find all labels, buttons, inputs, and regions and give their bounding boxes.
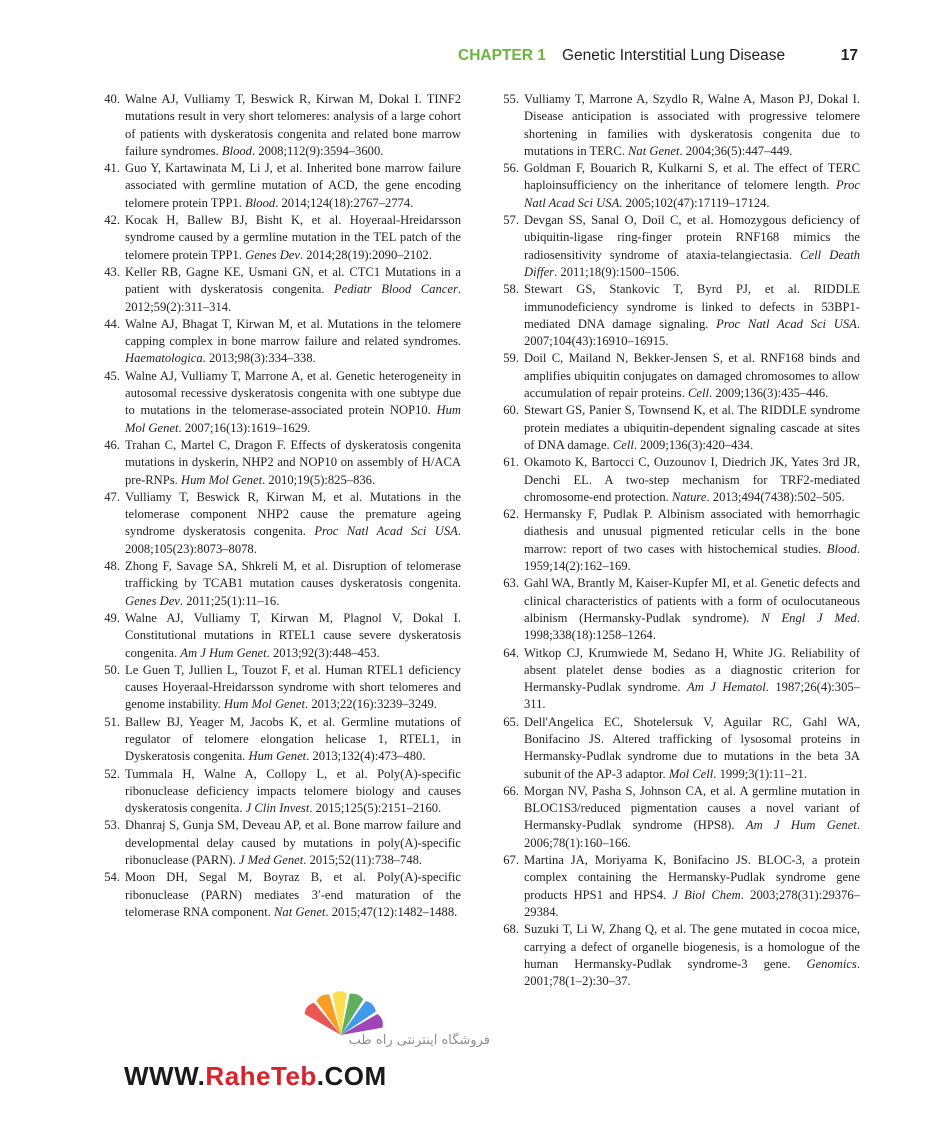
journal-name: J Clin Invest (245, 801, 310, 816)
citation-details: . 2007;16(13):1619–1629. (178, 420, 311, 435)
reference-number: 60. (503, 403, 519, 418)
site-prefix: WWW. (124, 1061, 206, 1091)
citation-details: . 2008;112(9):3594–3600. (251, 143, 384, 158)
reference-entry (96, 662, 461, 714)
reference-number: 49. (104, 610, 120, 625)
journal-name: Proc Natl Acad Sci USA (314, 524, 458, 539)
reference-text: Okamoto K, Bartocci C, Ouzounov I, Diedrich JK, Yates 3rd JR, Denchi EL. A two-step mechanism for TRF2-mediated chromosome-end protection. (524, 455, 860, 504)
reference-number: 53. (104, 818, 120, 833)
reference-entry (96, 264, 461, 316)
reference-number: 55. (503, 92, 519, 106)
journal-name: Am J Hum Genet (745, 818, 857, 833)
reference-text: Vulliamy T, Marrone A, Szydlo R, Walne A, Mason PJ, Dokal I. Disease anticipation is associated with progressive telomere shortening in families with dyskeratosis congenita due to mutations in TERC. (524, 92, 860, 158)
reference-entry (96, 437, 461, 489)
reference-text: Dell'Angelica EC, Shotelersuk V, Aguilar RC, Gahl WA, Bonifacino JS. Altered trafficking of lysosomal proteins in Hermansky-Pudlak syndrome due to mutations in the beta 3A subunit of the AP-3 adaptor. (524, 714, 860, 781)
reference-number: 51. (104, 714, 120, 729)
journal-name: Proc Natl Acad Sci USA (524, 178, 860, 210)
reference-number: 40. (104, 92, 120, 106)
citation-details: . 2015;125(5):2151–2160. (309, 801, 442, 816)
reference-entry (96, 160, 461, 212)
citation-details: . 2008;105(23):8073–8078. (125, 524, 461, 556)
citation-details: . 2011;18(9):1500–1506. (554, 264, 680, 279)
journal-name: Nat Genet (628, 143, 680, 158)
reference-entry (495, 506, 860, 575)
reference-entry (96, 212, 461, 264)
citation-details: . 2009;136(3):420–434. (633, 437, 754, 452)
citation-details: . 2006;78(1):160–166. (524, 818, 860, 850)
citation-details: . 1998;338(18):1258–1264. (524, 610, 860, 643)
journal-name: N Engl J Med (761, 610, 857, 625)
reference-text: Guo Y, Kartawinata M, Li J, et al. Inherited bone marrow failure associated with germline mutation of ACD, the gene encoding telomere protein TPP1. (125, 161, 461, 210)
citation-details: . 2014;28(19):2090–2102. (300, 247, 432, 262)
citation-details: . 2003;278(31):29376–29384. (524, 887, 860, 919)
citation-details: . 2007;104(43):16910–16915. (524, 316, 860, 349)
reference-text: Moon DH, Segal M, Boyraz B, et al. Poly(A)-specific ribonuclease (PARN) mediates 3′-end maturation of the telomerase RNA component. (125, 870, 461, 919)
citation-details: . 2015;52(11):738–748. (303, 853, 423, 868)
reference-entry (495, 714, 860, 783)
reference-text: Devgan SS, Sanal O, Doil C, et al. Homozygous deficiency of ubiquitin-ligase ring-finger protein RNF168 mimics the radiosensitivity syndrome of ataxia-telangiectasia. (524, 213, 860, 262)
reference-number: 59. (503, 351, 519, 366)
reference-text: Dhanraj S, Gunja SM, Deveau AP, et al. Bone marrow failure and developmental delay caused by mutations in poly(A)-specific ribonuclease (PARN). (125, 818, 461, 868)
reference-text: Hermansky F, Pudlak P. Albinism associated with hemorrhagic diathesis and unusual pigmented reticular cells in the bone marrow: report of two cases with histochemical studies. (524, 507, 860, 556)
journal-name: Nature (671, 489, 707, 504)
reference-number: 54. (104, 870, 120, 885)
references-right-column (495, 91, 860, 990)
reference-entry (495, 212, 860, 281)
reference-entry (96, 558, 461, 610)
reference-text: Walne AJ, Vulliamy T, Beswick R, Kirwan M, Dokal I. TINF2 mutations result in very short telomeres: analysis of a large cohort of patients with dyskeratosis congenita and related bone marrow failure syndromes. (125, 92, 461, 158)
reference-entry (495, 921, 860, 990)
reference-number: 44. (104, 316, 120, 331)
journal-name: Cell Death Differ (524, 247, 861, 279)
reference-number: 41. (104, 161, 120, 176)
reference-entry (495, 645, 860, 714)
reference-entry (495, 91, 860, 160)
reference-entry (495, 783, 860, 852)
reference-text: Trahan C, Martel C, Dragon F. Effects of dyskeratosis congenita mutations in dyskerin, NHP2 and NOP10 on assembly of H/ACA pre-RNPs. (125, 437, 461, 487)
journal-name: Cell (688, 386, 710, 401)
reference-text: Stewart GS, Panier S, Townsend K, et al. The RIDDLE syndrome protein mediates a ubiquitin-dependent signaling cascade at sites of DNA damage. (524, 403, 860, 452)
reference-number: 64. (503, 645, 519, 660)
reference-number: 50. (104, 662, 120, 677)
reference-number: 52. (104, 766, 120, 781)
reference-number: 42. (104, 213, 120, 228)
reference-number: 56. (503, 161, 519, 176)
journal-name: Hum Genet (248, 749, 307, 764)
reference-entry (495, 281, 860, 350)
journal-name: Blood (245, 195, 276, 210)
reference-number: 43. (104, 264, 120, 279)
reference-entry (495, 402, 860, 454)
reference-text: Morgan NV, Pasha S, Johnson CA, et al. A germline mutation in BLOC1S3/reduced pigmentation causes a novel variant of Hermansky-Pudlak syndrome (HPS8). (524, 783, 860, 833)
reference-text: Tummala H, Walne A, Collopy L, et al. Poly(A)-specific ribonuclease deficiency impacts telomere biology and causes dyskeratosis congenita. (125, 766, 461, 816)
journal-name: Genes Dev (125, 593, 180, 608)
reference-entry (495, 454, 860, 506)
citation-details: . 2013;92(3):448–453. (266, 645, 380, 660)
citation-details: . 2010;19(5):825–836. (262, 472, 376, 487)
book-fan-logo (296, 985, 386, 1037)
reference-entry (96, 316, 461, 368)
journal-name: Nat Genet (274, 904, 326, 919)
citation-details: . 2013;494(7438):502–505. (706, 489, 845, 504)
reference-entry (96, 766, 461, 818)
reference-text: Stewart GS, Stankovic T, Byrd PJ, et al. RIDDLE immunodeficiency syndrome is linked to defects in 53BP1-mediated DNA damage signaling. (524, 282, 860, 331)
reference-number: 67. (503, 853, 519, 868)
reference-number: 48. (104, 559, 120, 574)
reference-entry (96, 610, 461, 662)
journal-name: Genomics (806, 956, 857, 971)
reference-number: 68. (503, 922, 519, 937)
reference-text: Witkop CJ, Krumwiede M, Sedano H, White JG. Reliability of absent platelet dense bodies as a diagnostic criterion for Hermansky-Pudlak syndrome. (524, 645, 860, 695)
reference-entry (96, 869, 461, 921)
site-suffix: .COM (316, 1061, 387, 1091)
journal-name: Am J Hematol (687, 680, 766, 695)
reference-text: Walne AJ, Bhagat T, Kirwan M, et al. Mutations in the telomere capping complex in bone marrow failure and related syndromes. (125, 316, 461, 349)
journal-name: Mol Cell (668, 766, 714, 781)
citation-details: . 2014;124(18):2767–2774. (275, 195, 414, 210)
page-number: 17 (840, 47, 858, 64)
reference-entry (495, 350, 860, 402)
reference-text: Gahl WA, Brantly M, Kaiser-Kupfer MI, et al. Genetic defects and clinical characteristics of patients with a form of oculocutaneous albinism (Hermansky-Pudlak syndrome). (524, 576, 860, 625)
citation-details: . 2009;136(3):435–446. (709, 386, 829, 401)
citation-details: . 2013;22(16):3239–3249. (305, 697, 437, 712)
reference-entry (96, 714, 461, 766)
journal-name: Genes Dev (245, 247, 300, 262)
citation-details: . 1999;3(1):11–21. (713, 766, 807, 781)
journal-name: Hum Mol Genet (125, 403, 461, 435)
citation-details: . 2013;98(3):334–338. (202, 351, 316, 366)
reference-text: Keller RB, Gagne KE, Usmani GN, et al. CTC1 Mutations in a patient with dyskeratosis congenita. (125, 264, 461, 297)
reference-entry (96, 368, 461, 437)
journal-name: Cell (612, 437, 634, 452)
citation-details: . 2015;47(12):1482–1488. (325, 904, 458, 919)
citation-details: . 2001;78(1–2):30–37. (524, 956, 860, 989)
reference-number: 63. (503, 576, 519, 591)
reference-entry (96, 91, 461, 160)
reference-text: Kocak H, Ballew BJ, Bisht K, et al. Hoyeraal-Hreidarsson syndrome caused by a germline mutation in the TEL patch of the telomere protein TPP1. (125, 213, 461, 262)
reference-text: Doil C, Mailand N, Bekker-Jensen S, et al. RNF168 binds and amplifies ubiquitin conjugates on damaged chromosomes to allow accumulation of repair proteins. (524, 351, 860, 401)
reference-number: 46. (104, 437, 120, 452)
reference-entry (96, 817, 461, 869)
reference-text: Martina JA, Moriyama K, Bonifacino JS. BLOC-3, a protein complex containing the Hermansky-Pudlak syndrome gene products HPS1 and HPS4. (524, 853, 860, 902)
citation-details: . 2004;36(5):447–449. (679, 143, 793, 158)
reference-entry (495, 575, 860, 644)
reference-number: 45. (104, 368, 120, 383)
reference-text: Walne AJ, Vulliamy T, Kirwan M, Plagnol V, Dokal I. Constitutional mutations in RTEL1 cause severe dyskeratosis congenita. (125, 610, 461, 660)
journal-name: Hum Mol Genet (180, 472, 263, 487)
reference-text: Goldman F, Bouarich R, Kulkarni S, et al. The effect of TERC haploinsufficiency on the inheritance of telomere length. (524, 161, 860, 193)
citation-details: . 2013;132(4):473–480. (306, 749, 426, 764)
journal-name: Blood (826, 541, 857, 556)
reference-text: Ballew BJ, Yeager M, Jacobs K, et al. Germline mutations of regulator of telomere elongation helicase 1, RTEL1, in Dyskeratosis congenita. (125, 714, 461, 764)
watermark (120, 985, 490, 1105)
running-header (458, 47, 858, 69)
journal-name: Proc Natl Acad Sci USA (716, 316, 857, 331)
journal-name: Am J Hum Genet (180, 645, 267, 660)
reference-number: 47. (104, 489, 120, 504)
citation-details: . 2011;25(1):11–16. (179, 593, 280, 608)
journal-name: J Biol Chem (672, 887, 741, 902)
citation-details: . 1959;14(2):162–169. (524, 541, 860, 574)
citation-details: . 2005;102(47):17119–17124. (619, 195, 770, 210)
reference-number: 66. (503, 783, 519, 798)
references-left-column (96, 91, 461, 921)
journal-name: J Med Genet (238, 853, 304, 868)
journal-name: Pediatr Blood Cancer (333, 282, 458, 297)
reference-entry (495, 852, 860, 921)
reference-text: Walne AJ, Vulliamy T, Marrone A, et al. Genetic heterogeneity in autosomal recessive dyskeratosis congenita with one subtype due to mutations in the telomerase-associated protein NOP10. (125, 368, 461, 418)
citation-details: . 2012;59(2):311–314. (125, 282, 461, 314)
reference-number: 57. (503, 213, 519, 228)
reference-text: Vulliamy T, Beswick R, Kirwan M, et al. Mutations in the telomerase component NHP2 cause the premature ageing syndrome dyskeratosis congenita. (125, 489, 461, 539)
chapter-label: CHAPTER 1 (458, 47, 546, 64)
site-accent: RaheTeb (205, 1061, 317, 1091)
reference-number: 61. (503, 455, 519, 470)
reference-entry (96, 489, 461, 558)
reference-number: 58. (503, 282, 519, 297)
citation-details: . 1987;26(4):305–311. (524, 680, 860, 712)
reference-number: 65. (503, 714, 519, 729)
watermark-site-url (124, 1061, 387, 1092)
chapter-title: Genetic Interstitial Lung Disease (562, 47, 786, 64)
watermark-persian-text: فروشگاه اینترنتی راه طب (348, 1033, 490, 1048)
reference-entry (495, 160, 860, 212)
reference-number: 62. (503, 507, 519, 522)
reference-text: Suzuki T, Li W, Zhang Q, et al. The gene mutated in cocoa mice, carrying a defect of organelle biogenesis, is a homologue of the human Hermansky-Pudlak syndrome-3 gene. (524, 922, 860, 971)
reference-text: Zhong F, Savage SA, Shkreli M, et al. Disruption of telomerase trafficking by TCAB1 mutation causes dyskeratosis congenita. (125, 559, 461, 591)
journal-name: Haematologica (125, 351, 203, 366)
journal-name: Blood (221, 143, 252, 158)
reference-text: Le Guen T, Jullien L, Touzot F, et al. Human RTEL1 deficiency causes Hoyeraal-Hreidarsson syndrome with short telomeres and genome instability. (125, 662, 461, 712)
journal-name: Hum Mol Genet (223, 697, 306, 712)
